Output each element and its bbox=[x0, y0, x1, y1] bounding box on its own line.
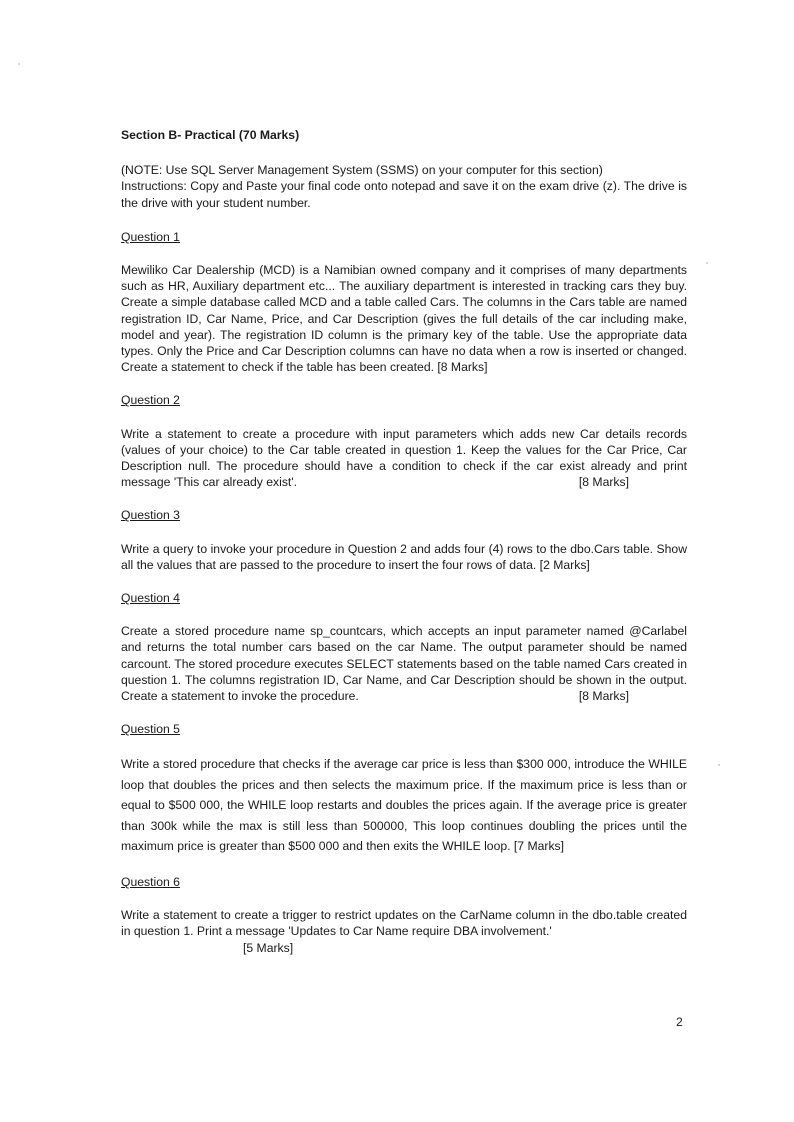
question-5-heading: Question 5 bbox=[121, 722, 180, 737]
question-4-marks: [8 Marks] bbox=[578, 689, 629, 704]
instructions-text: Instructions: Copy and Paste your final code onto notepad and save it on the exam drive (z). The drive is the drive with your student number. bbox=[121, 179, 687, 210]
scan-speck bbox=[18, 63, 20, 65]
question-4-text: Create a stored procedure name sp_countcars, which accepts an input parameter named @Carlabel and returns the total number cars based on the car Name. The output parameter should be named carcount. The stored procedure executes SELECT statements based on the table named Cars created in question 1. The columns registration ID, Car Name, and Car Description should be shown in the output. Create a statement to invoke the procedure. bbox=[121, 624, 687, 704]
question-2-marks: [8 Marks] bbox=[578, 475, 629, 490]
question-4-body bbox=[121, 623, 687, 704]
section-title: Section B- Practical (70 Marks) bbox=[121, 128, 300, 142]
scan-speck bbox=[706, 262, 708, 264]
question-2-text: Write a statement to create a procedure with input parameters which adds new Car details records (values of your choice) to the Car table created in question 1. Keep the values for the Car Price, Car Description null. The procedure should have a condition to check if the car exist already and print message 'This car already exist'. bbox=[121, 426, 687, 490]
question-1-text: Mewiliko Car Dealership (MCD) is a Namibian owned company and it comprises of many departments such as HR, Auxiliary department etc... The auxiliary department is interested in tracking cars they buy. Create a simple database called MCD and a table called Cars. The columns in the Cars table are named registration ID, Car Name, Price, and Car Description (gives the full details of the car including make, model and year). The registration ID column is the primary key of the table. Use the appropriate data types. Only the Price and Car Description columns can have no data when a row is inserted or changed. Create a statement to check if the table has been created. [8 Marks] bbox=[121, 263, 687, 375]
question-5-text: Write a stored procedure that checks if the average car price is less than $300 000, introduce the WHILE loop that doubles the prices and then selects the maximum price. If the maximum price is less than or equal to $500 000, the WHILE loop restarts and doubles the prices again. If the average price is greater than 300k while the max is still less than 500000, This loop continues doubling the prices until the maximum price is greater than $500 000 and then exits the WHILE loop. [7 Marks] bbox=[121, 757, 687, 854]
question-3-text: Write a query to invoke your procedure in Question 2 and adds four (4) rows to the dbo.Cars table. Show all the values that are passed to the procedure to insert the four rows of data. [2 Marks] bbox=[121, 541, 687, 572]
scan-speck bbox=[718, 764, 720, 766]
note-text: (NOTE: Use SQL Server Management System (SSMS) on your computer for this section) bbox=[121, 163, 603, 178]
exam-content bbox=[121, 127, 687, 973]
question-1-heading: Question 1 bbox=[121, 229, 180, 244]
question-4-heading: Question 4 bbox=[121, 591, 180, 606]
question-2-body bbox=[121, 426, 687, 491]
question-6-marks: [5 Marks] bbox=[243, 940, 294, 955]
question-6-heading: Question 6 bbox=[121, 874, 180, 889]
page-number: 2 bbox=[676, 1015, 683, 1029]
question-3-heading: Question 3 bbox=[121, 508, 180, 523]
question-2-heading: Question 2 bbox=[121, 393, 180, 408]
question-6-text: Write a statement to create a trigger to restrict updates on the CarName column in the dbo.table created in question 1. Print a message 'Updates to Car Name require DBA involvement.' bbox=[121, 908, 687, 939]
question-6-body bbox=[121, 907, 687, 956]
